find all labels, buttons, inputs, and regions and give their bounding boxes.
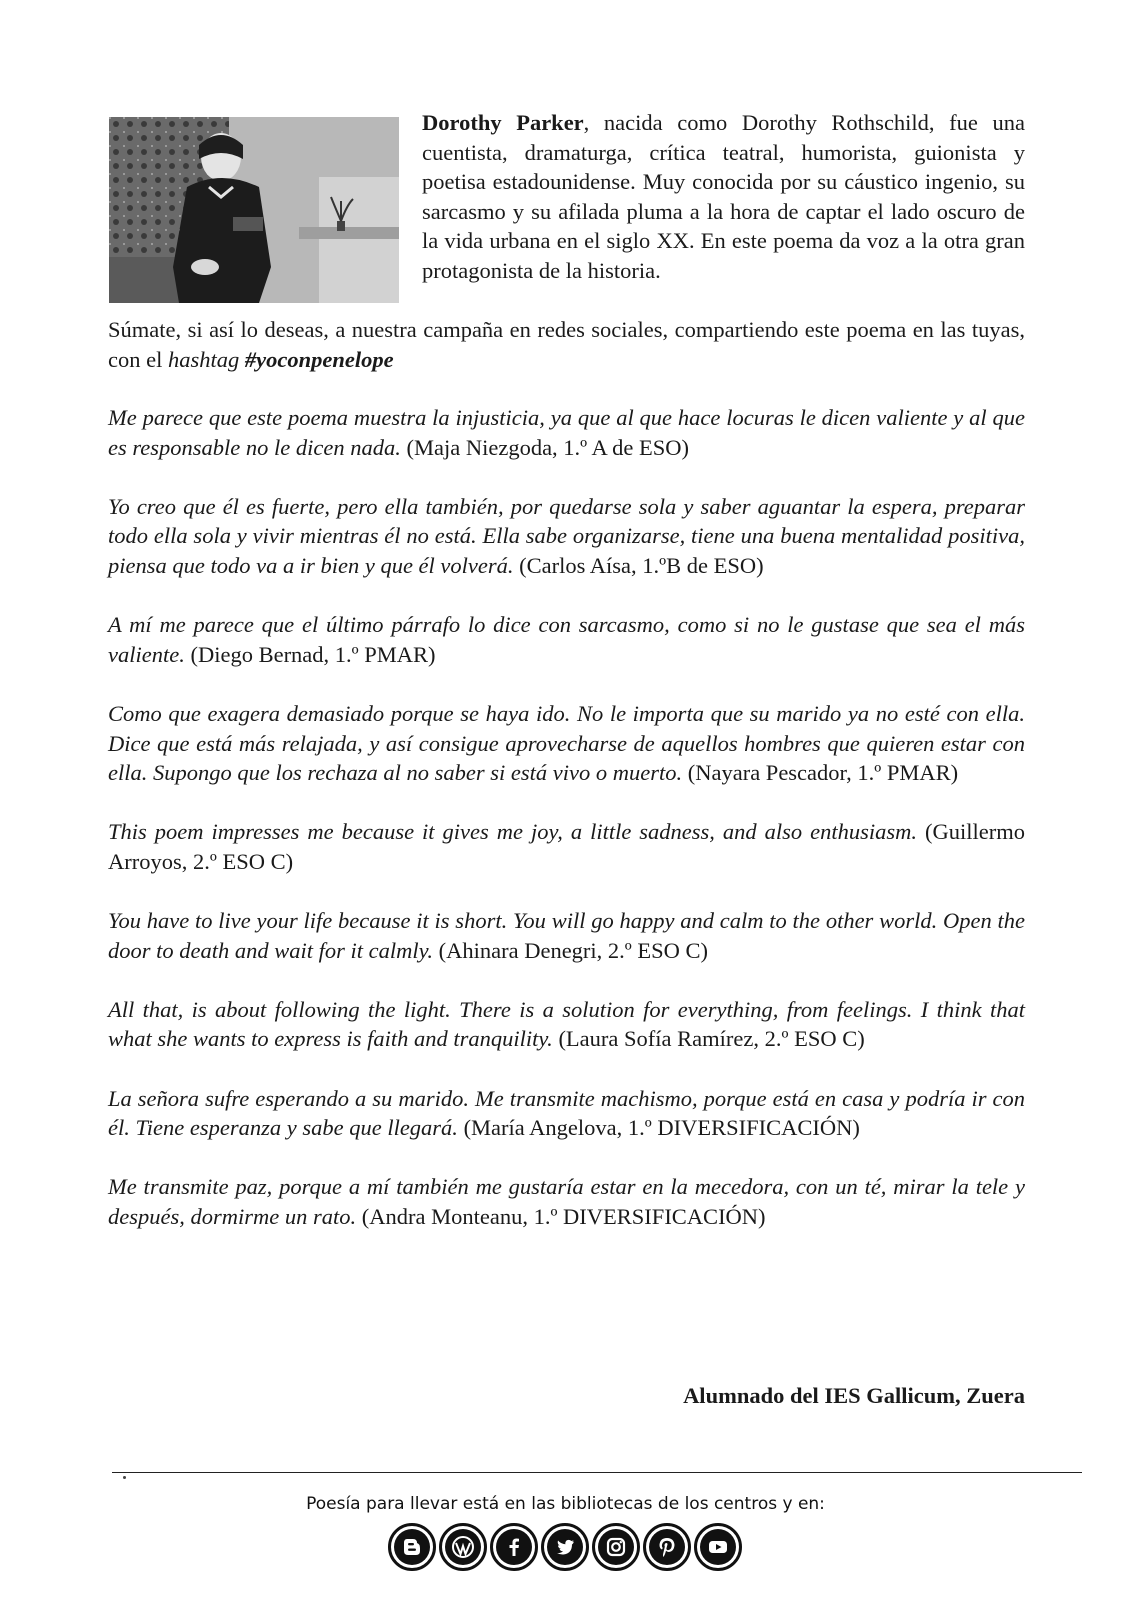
comment-author: (Carlos Aísa, 1.ºB de ESO) bbox=[519, 552, 764, 578]
comment-quote: All that, is about following the light. There is a solution for everything, from feelings. I think that what she wants to express is faith and tranquility. bbox=[108, 996, 1025, 1052]
footer-divider bbox=[112, 1472, 1082, 1473]
footer-text: Poesía para llevar está en las bibliotecas de los centros y en: bbox=[306, 1494, 825, 1514]
social-links bbox=[388, 1523, 742, 1575]
campaign-text: Súmate, si así lo deseas, a nuestra campaña en redes sociales, compartiendo este poema en las tuyas, con el bbox=[108, 317, 1025, 372]
author-photo bbox=[109, 117, 399, 303]
signature: Alumnado del IES Gallicum, Zuera bbox=[683, 1383, 1025, 1408]
author-intro bbox=[422, 108, 1025, 286]
comment-author: (Guillermo Arroyos, 2.º ESO C) bbox=[108, 819, 1026, 874]
comment-quote: You have to live your life because it is short. You will go happy and calm to the other world. Open the door to death and wait for it calmly. bbox=[108, 908, 1025, 963]
comment bbox=[108, 699, 1025, 788]
comment-quote: La señora sufre esperando a su marido. Me transmite machismo, porque está en casa y podría ir con él. Tiene esperanza y sabe que llegará. bbox=[108, 1085, 1025, 1141]
comment-author: (Nayara Pescador, 1.º PMAR) bbox=[687, 760, 959, 786]
comment-author: (Diego Bernad, 1.º PMAR) bbox=[190, 641, 436, 667]
facebook-icon[interactable] bbox=[490, 1523, 538, 1571]
student-comments bbox=[108, 403, 1025, 1261]
comment-quote: Me parece que este poema muestra la injusticia, ya que al que hace locuras le dicen valiente y al que es responsable no le dicen nada. bbox=[108, 405, 1025, 460]
comment-quote: This poem impresses me because it gives me joy, a little sadness, and also enthusiasm. bbox=[108, 819, 918, 845]
comment bbox=[108, 492, 1025, 581]
comment-quote: Me transmite paz, porque a mí también me gustaría estar en la mecedora, con un té, mirar la tele y después, dormirme un rato. bbox=[108, 1174, 1025, 1230]
youtube-icon[interactable] bbox=[694, 1523, 742, 1571]
author-bio: , nacida como Dorothy Rothschild, fue una cuentista, dramaturga, crítica teatral, humorista, guionista y poetisa estadounidense. Muy conocida por su cáustico ingenio, su sarcasmo y su afilada pluma a la hora de captar el lado oscuro de la vida urbana en el siglo XX. En este poema da voz a la otra gran protagonista de la historia. bbox=[422, 110, 1025, 283]
comment-author: (Laura Sofía Ramírez, 2.º ESO C) bbox=[558, 1026, 865, 1052]
comment-quote: A mí me parece que el último párrafo lo dice con sarcasmo, como si no le gustase que sea el más valiente. bbox=[108, 612, 1025, 667]
comment-quote: Yo creo que él es fuerte, pero ella también, por quedarse sola y saber aguantar la espera, preparar todo ella sola y vivir mientras él no está. Ella sabe organizarse, tiene una buena mentalidad positiva, piensa que todo va a ir bien y que él volverá. bbox=[108, 493, 1025, 578]
comment bbox=[108, 817, 1025, 876]
comment bbox=[108, 403, 1025, 462]
comment-author: (Andra Monteanu, 1.º DIVERSIFICACIÓN) bbox=[361, 1204, 766, 1230]
hashtag-word: hashtag bbox=[167, 346, 240, 372]
comment-author: (Ahinara Denegri, 2.º ESO C) bbox=[438, 937, 709, 963]
comment bbox=[108, 1172, 1025, 1231]
comment-quote: Como que exagera demasiado porque se haya ido. No le importa que su marido ya no esté con ella. Dice que está más relajada, y así consigue aprovecharse de aquellos hombres que quieren estar con ella. Supongo que los rechaza al no saber si está vivo o muerto. bbox=[108, 700, 1025, 786]
twitter-icon[interactable] bbox=[541, 1523, 589, 1571]
hashtag[interactable]: #yoconpenelope bbox=[244, 346, 394, 372]
comment-author: (María Angelova, 1.º DIVERSIFICACIÓN) bbox=[463, 1115, 860, 1141]
wordpress-icon[interactable] bbox=[439, 1523, 487, 1571]
comment bbox=[108, 1084, 1025, 1143]
comment-author: (Maja Niezgoda, 1.º A de ESO) bbox=[406, 434, 690, 460]
pinterest-icon[interactable] bbox=[643, 1523, 691, 1571]
campaign-invitation bbox=[108, 315, 1025, 374]
instagram-icon[interactable] bbox=[592, 1523, 640, 1571]
blogger-icon[interactable] bbox=[388, 1523, 436, 1571]
comment bbox=[108, 906, 1025, 965]
comment bbox=[108, 610, 1025, 669]
footer-dot bbox=[123, 1476, 126, 1479]
comment bbox=[108, 995, 1025, 1054]
author-name: Dorothy Parker bbox=[422, 110, 584, 135]
